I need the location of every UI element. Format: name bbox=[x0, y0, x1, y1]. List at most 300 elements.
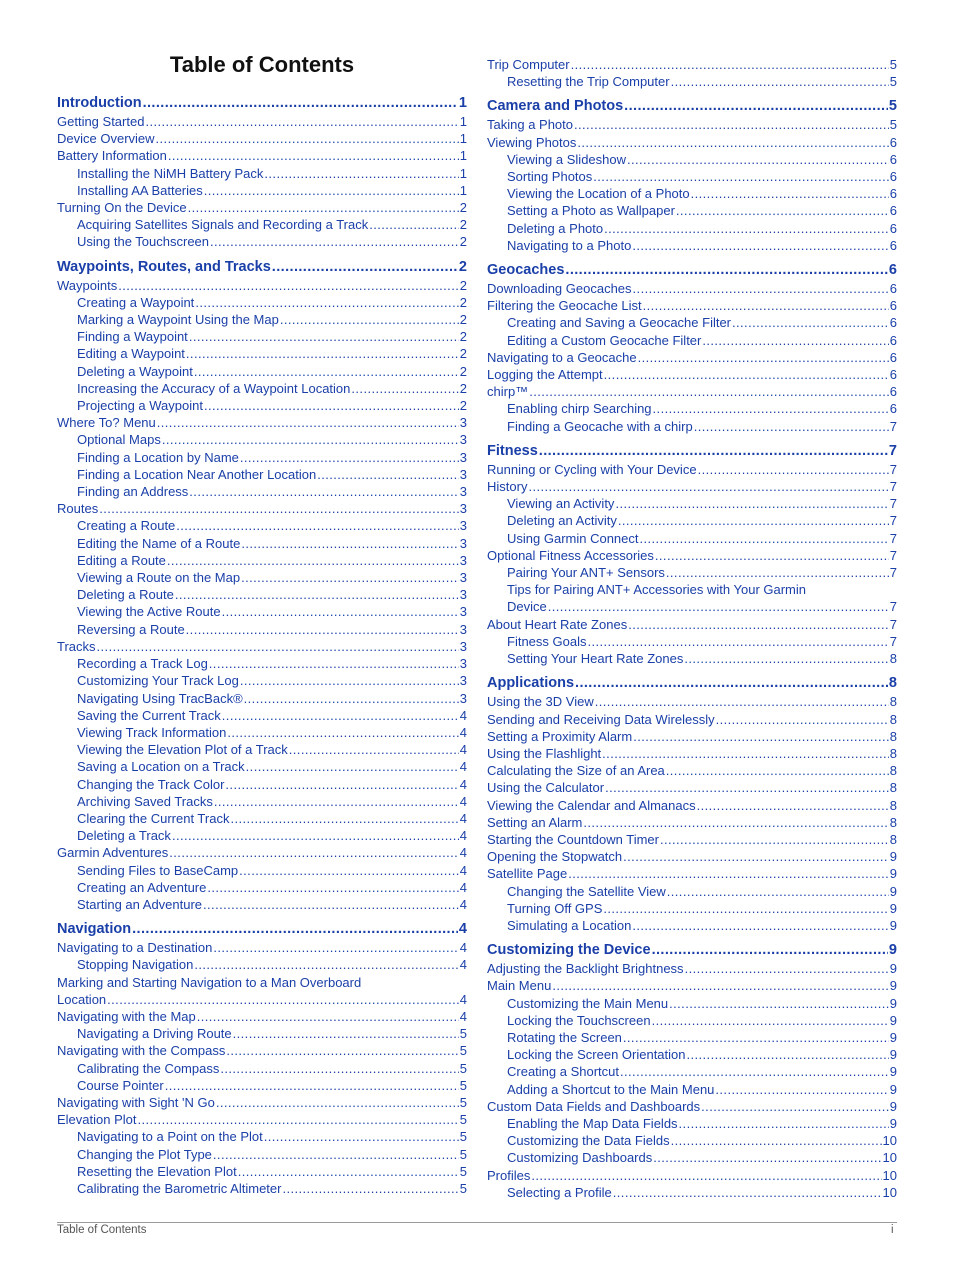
toc-page-number: 9 bbox=[889, 978, 897, 994]
toc-entry-title: Logging the Attempt bbox=[487, 367, 603, 383]
toc-page-number: 4 bbox=[459, 724, 467, 740]
toc-entry[interactable] bbox=[487, 797, 897, 814]
toc-entry-title: History bbox=[487, 479, 528, 495]
toc-leader-dots bbox=[194, 363, 459, 380]
toc-entry[interactable] bbox=[57, 517, 467, 534]
toc-entry-title: Using the Touchscreen bbox=[77, 234, 210, 250]
toc-entry[interactable] bbox=[487, 349, 897, 366]
toc-entry[interactable] bbox=[487, 598, 897, 615]
toc-entry[interactable] bbox=[487, 530, 897, 547]
toc-page-number: 5 bbox=[459, 1112, 467, 1128]
toc-entry[interactable] bbox=[487, 1081, 897, 1098]
toc-page-number: 4 bbox=[459, 759, 467, 775]
toc-page-number: 3 bbox=[459, 638, 467, 654]
toc-entry[interactable] bbox=[487, 1098, 897, 1115]
toc-entry[interactable] bbox=[487, 1149, 897, 1166]
toc-page-number: 9 bbox=[889, 1115, 897, 1131]
toc-entry-title: Using Garmin Connect bbox=[507, 530, 639, 546]
toc-entry[interactable] bbox=[487, 237, 897, 254]
toc-entry[interactable] bbox=[57, 552, 467, 569]
toc-entry[interactable] bbox=[57, 776, 467, 793]
toc-entry[interactable] bbox=[57, 199, 467, 216]
toc-entry[interactable] bbox=[57, 113, 467, 130]
toc-leader-dots bbox=[222, 707, 459, 724]
toc-entry-title: Customizing Your Track Log bbox=[77, 673, 239, 689]
toc-entry-title: Saving a Location on a Track bbox=[77, 759, 245, 775]
toc-page-number: 4 bbox=[459, 810, 467, 826]
toc-leader-dots bbox=[176, 517, 458, 534]
toc-leader-dots bbox=[213, 1146, 459, 1163]
toc-page-number: 8 bbox=[889, 763, 897, 779]
toc-entry[interactable] bbox=[487, 383, 897, 400]
toc-entry[interactable] bbox=[487, 564, 897, 581]
toc-page-number: 7 bbox=[889, 418, 897, 434]
toc-entry[interactable] bbox=[57, 862, 467, 879]
toc-entry-title: Adding a Shortcut to the Main Menu bbox=[507, 1081, 715, 1097]
toc-entry[interactable] bbox=[57, 466, 467, 483]
toc-entry-title: Finding a Location Near Another Location bbox=[77, 466, 317, 482]
toc-leader-dots bbox=[640, 530, 889, 547]
toc-leader-dots bbox=[107, 991, 459, 1008]
toc-entry[interactable] bbox=[487, 728, 897, 745]
toc-section-entry[interactable] bbox=[487, 441, 897, 461]
toc-leader-dots bbox=[186, 345, 459, 362]
toc-entry[interactable] bbox=[57, 844, 467, 861]
footer-section-name: Table of Contents bbox=[57, 1224, 147, 1236]
toc-page-number: 3 bbox=[459, 466, 467, 482]
toc-page-number: 8 bbox=[889, 745, 897, 761]
toc-entry[interactable] bbox=[57, 535, 467, 552]
toc-entry[interactable] bbox=[487, 848, 897, 865]
toc-entry[interactable] bbox=[57, 1060, 467, 1077]
toc-page-number: 4 bbox=[458, 921, 467, 938]
toc-entry[interactable] bbox=[57, 793, 467, 810]
toc-entry-title: Main Menu bbox=[487, 978, 552, 994]
toc-entry[interactable] bbox=[487, 616, 897, 633]
toc-entry[interactable] bbox=[487, 711, 897, 728]
toc-leader-dots bbox=[282, 1180, 458, 1197]
toc-entry[interactable] bbox=[487, 900, 897, 917]
toc-entry[interactable] bbox=[487, 779, 897, 796]
toc-page-number: 1 bbox=[459, 165, 467, 181]
toc-entry[interactable] bbox=[487, 418, 897, 435]
toc-entry[interactable] bbox=[57, 1163, 467, 1180]
toc-leader-dots bbox=[669, 995, 889, 1012]
toc-page-number: 7 bbox=[889, 565, 897, 581]
toc-entry[interactable] bbox=[487, 1132, 897, 1149]
toc-entry[interactable] bbox=[487, 650, 897, 667]
toc-entry[interactable] bbox=[57, 414, 467, 431]
toc-leader-dots bbox=[604, 366, 889, 383]
toc-entry[interactable] bbox=[57, 939, 467, 956]
toc-entry-title: Viewing the Calendar and Almanacs bbox=[487, 797, 696, 813]
toc-page-number: 6 bbox=[889, 367, 897, 383]
toc-entry[interactable] bbox=[487, 1167, 897, 1184]
toc-leader-dots bbox=[351, 380, 458, 397]
toc-page-number: 9 bbox=[889, 1012, 897, 1028]
toc-entry[interactable] bbox=[57, 991, 467, 1008]
toc-entry-title: Tips for Pairing ANT+ Accessories with Your Garmin bbox=[507, 582, 806, 598]
toc-entry[interactable] bbox=[57, 500, 467, 517]
toc-entry-title: Opening the Stopwatch bbox=[487, 849, 623, 865]
toc-section-entry[interactable] bbox=[57, 93, 467, 113]
toc-entry[interactable] bbox=[57, 724, 467, 741]
toc-entry[interactable] bbox=[57, 603, 467, 620]
toc-page-number: 3 bbox=[459, 621, 467, 637]
toc-page-number: 5 bbox=[889, 74, 897, 90]
toc-entry[interactable] bbox=[487, 495, 897, 512]
toc-entry[interactable] bbox=[487, 917, 897, 934]
toc-page-number: 4 bbox=[459, 957, 467, 973]
toc-entry[interactable] bbox=[57, 233, 467, 250]
toc-page-number: 10 bbox=[882, 1133, 897, 1149]
toc-leader-dots bbox=[169, 844, 458, 861]
toc-entry[interactable] bbox=[57, 363, 467, 380]
toc-entry[interactable] bbox=[57, 707, 467, 724]
toc-entry[interactable] bbox=[57, 165, 467, 182]
toc-entry[interactable] bbox=[487, 168, 897, 185]
toc-entry[interactable] bbox=[487, 865, 897, 882]
toc-entry[interactable] bbox=[487, 280, 897, 297]
toc-entry-title: Navigation bbox=[57, 921, 132, 938]
toc-entry[interactable] bbox=[487, 831, 897, 848]
toc-entry[interactable] bbox=[57, 638, 467, 655]
toc-page-number: 6 bbox=[889, 237, 897, 253]
toc-entry-title: Editing the Name of a Route bbox=[77, 535, 241, 551]
toc-entry[interactable] bbox=[57, 569, 467, 586]
toc-entry-title: Device bbox=[507, 599, 547, 615]
toc-entry[interactable] bbox=[57, 690, 467, 707]
toc-entry-title: Where To? Menu bbox=[57, 415, 156, 431]
toc-leader-dots bbox=[732, 314, 889, 331]
toc-entry[interactable] bbox=[57, 879, 467, 896]
toc-entry[interactable] bbox=[487, 297, 897, 314]
toc-entry[interactable] bbox=[57, 1042, 467, 1059]
toc-entry[interactable] bbox=[487, 478, 897, 495]
toc-entry[interactable] bbox=[57, 1111, 467, 1128]
footer-page-number: i bbox=[891, 1224, 894, 1236]
toc-page-number: 5 bbox=[459, 1146, 467, 1162]
toc-page-number: 9 bbox=[889, 900, 897, 916]
toc-leader-dots bbox=[210, 233, 459, 250]
toc-entry-title: Optional Fitness Accessories bbox=[487, 547, 654, 563]
toc-page-number: 8 bbox=[889, 711, 897, 727]
toc-entry[interactable] bbox=[57, 147, 467, 164]
toc-leader-dots bbox=[587, 633, 888, 650]
toc-page-number: 4 bbox=[459, 707, 467, 723]
toc-leader-dots bbox=[638, 349, 889, 366]
toc-entry-title: Using the Calculator bbox=[487, 780, 605, 796]
toc-leader-dots bbox=[715, 1081, 888, 1098]
toc-leader-dots bbox=[220, 1060, 458, 1077]
toc-page-number: 7 bbox=[889, 479, 897, 495]
toc-entry-title: Creating an Adventure bbox=[77, 879, 207, 895]
toc-entry[interactable] bbox=[487, 151, 897, 168]
toc-section-entry[interactable] bbox=[487, 260, 897, 280]
toc-entry[interactable] bbox=[57, 277, 467, 294]
toc-page-number: 8 bbox=[889, 831, 897, 847]
toc-page-number: 9 bbox=[889, 1081, 897, 1097]
toc-entry-title: Finding a Geocache with a chirp bbox=[507, 418, 693, 434]
toc-entry-title: Location bbox=[57, 991, 107, 1007]
toc-leader-dots bbox=[593, 168, 888, 185]
toc-leader-dots bbox=[162, 431, 459, 448]
toc-entry[interactable] bbox=[487, 977, 897, 994]
toc-entry[interactable] bbox=[57, 1025, 467, 1042]
toc-leader-dots bbox=[145, 113, 458, 130]
toc-page-number: 2 bbox=[459, 380, 467, 396]
toc-entry-title: Locking the Touchscreen bbox=[507, 1012, 651, 1028]
toc-leader-dots bbox=[172, 827, 459, 844]
toc-page-number: 8 bbox=[889, 797, 897, 813]
toc-entry[interactable] bbox=[57, 130, 467, 147]
toc-entry[interactable] bbox=[57, 311, 467, 328]
toc-leader-dots bbox=[574, 116, 889, 133]
toc-entry[interactable] bbox=[487, 134, 897, 151]
toc-entry-title: Sorting Photos bbox=[507, 169, 593, 185]
toc-entry[interactable] bbox=[487, 547, 897, 564]
toc-leader-dots bbox=[618, 512, 889, 529]
toc-entry-title: Customizing the Device bbox=[487, 942, 651, 959]
toc-leader-dots bbox=[691, 185, 889, 202]
toc-entry-title: Sending and Receiving Data Wirelessly bbox=[487, 711, 715, 727]
toc-leader-dots bbox=[317, 466, 459, 483]
toc-entry[interactable] bbox=[487, 1063, 897, 1080]
toc-entry[interactable] bbox=[57, 1008, 467, 1025]
toc-leader-dots bbox=[97, 638, 459, 655]
toc-page-number: 9 bbox=[889, 961, 897, 977]
toc-leader-dots bbox=[188, 199, 459, 216]
toc-entry-title: Increasing the Accuracy of a Waypoint Location bbox=[77, 380, 351, 396]
toc-page-number: 7 bbox=[889, 461, 897, 477]
toc-entry-title: Navigating with the Map bbox=[57, 1008, 196, 1024]
toc-entry[interactable] bbox=[487, 581, 897, 598]
toc-leader-dots bbox=[701, 1098, 889, 1115]
toc-entry[interactable] bbox=[487, 400, 897, 417]
toc-leader-dots bbox=[264, 165, 458, 182]
toc-entry[interactable] bbox=[57, 896, 467, 913]
toc-entry[interactable] bbox=[57, 672, 467, 689]
toc-entry[interactable] bbox=[57, 380, 467, 397]
toc-entry-title: Deleting an Activity bbox=[507, 513, 617, 529]
toc-page-number: 1 bbox=[459, 148, 467, 164]
toc-entry-title: Customizing Dashboards bbox=[507, 1150, 653, 1166]
toc-leader-dots bbox=[99, 500, 459, 517]
toc-page-number: 4 bbox=[459, 742, 467, 758]
toc-entry-title: Waypoints, Routes, and Tracks bbox=[57, 258, 271, 275]
toc-entry[interactable] bbox=[57, 741, 467, 758]
toc-entry[interactable] bbox=[487, 461, 897, 478]
toc-page-number: 1 bbox=[459, 182, 467, 198]
toc-page-number: 7 bbox=[889, 547, 897, 563]
toc-leader-dots bbox=[189, 483, 458, 500]
toc-page-number: 3 bbox=[459, 535, 467, 551]
toc-entry-title: Device Overview bbox=[57, 131, 155, 147]
toc-entry[interactable] bbox=[57, 956, 467, 973]
toc-entry-title: Waypoints bbox=[57, 277, 118, 293]
toc-entry[interactable] bbox=[487, 960, 897, 977]
toc-leader-dots bbox=[633, 280, 889, 297]
toc-entry[interactable] bbox=[487, 883, 897, 900]
toc-entry[interactable] bbox=[57, 758, 467, 775]
toc-section-entry[interactable] bbox=[487, 673, 897, 693]
toc-entry[interactable] bbox=[487, 633, 897, 650]
toc-entry[interactable] bbox=[487, 1046, 897, 1063]
toc-entry[interactable] bbox=[57, 216, 467, 233]
toc-entry-title: Marking and Starting Navigation to a Man Overboard bbox=[57, 974, 362, 990]
toc-page-number: 2 bbox=[459, 346, 467, 362]
toc-entry-title: Recording a Track Log bbox=[77, 656, 208, 672]
toc-entry[interactable] bbox=[57, 345, 467, 362]
toc-entry[interactable] bbox=[57, 397, 467, 414]
toc-entry[interactable] bbox=[57, 586, 467, 603]
toc-section-entry[interactable] bbox=[487, 940, 897, 960]
toc-leader-dots bbox=[186, 621, 459, 638]
toc-entry[interactable] bbox=[487, 745, 897, 762]
toc-entry[interactable] bbox=[57, 1146, 467, 1163]
toc-entry-title: Selecting a Profile bbox=[507, 1184, 612, 1200]
toc-left-column bbox=[57, 93, 467, 1197]
toc-entry[interactable] bbox=[487, 220, 897, 237]
toc-leader-dots bbox=[632, 237, 888, 254]
toc-entry[interactable] bbox=[57, 182, 467, 199]
toc-leader-dots bbox=[157, 414, 459, 431]
toc-leader-dots bbox=[698, 461, 889, 478]
toc-leader-dots bbox=[575, 673, 888, 693]
toc-entry[interactable] bbox=[57, 1180, 467, 1197]
toc-entry[interactable] bbox=[487, 693, 897, 710]
toc-entry[interactable] bbox=[487, 762, 897, 779]
toc-entry[interactable] bbox=[487, 1012, 897, 1029]
toc-leader-dots bbox=[628, 616, 889, 633]
toc-entry-title: Reversing a Route bbox=[77, 621, 185, 637]
toc-section-entry[interactable] bbox=[487, 96, 897, 116]
toc-entry[interactable] bbox=[487, 185, 897, 202]
toc-entry[interactable] bbox=[487, 314, 897, 331]
toc-entry-title: Editing a Custom Geocache Filter bbox=[507, 332, 702, 348]
toc-leader-dots bbox=[165, 1077, 459, 1094]
toc-entry[interactable] bbox=[57, 431, 467, 448]
toc-page-number: 1 bbox=[459, 114, 467, 129]
toc-entry[interactable] bbox=[57, 1128, 467, 1145]
toc-page-number: 6 bbox=[889, 384, 897, 400]
toc-entry[interactable] bbox=[487, 116, 897, 133]
toc-page-number: 8 bbox=[889, 814, 897, 830]
toc-leader-dots bbox=[195, 294, 458, 311]
toc-leader-dots bbox=[671, 1132, 882, 1149]
toc-leader-dots bbox=[241, 535, 458, 552]
toc-entry[interactable] bbox=[57, 483, 467, 500]
toc-entry-title: Adjusting the Backlight Brightness bbox=[487, 961, 684, 977]
toc-page-number: 3 bbox=[459, 587, 467, 603]
toc-entry-title: Navigating to a Photo bbox=[507, 237, 632, 253]
toc-entry-title: Archiving Saved Tracks bbox=[77, 793, 213, 809]
toc-page-number: 9 bbox=[889, 883, 897, 899]
toc-entry[interactable] bbox=[57, 810, 467, 827]
toc-page-number: 9 bbox=[889, 1064, 897, 1080]
toc-page-number: 2 bbox=[459, 312, 467, 328]
toc-page-number: 6 bbox=[889, 186, 897, 202]
toc-entry-title: Viewing a Slideshow bbox=[507, 151, 626, 167]
toc-entry-title: Turning Off GPS bbox=[507, 900, 603, 916]
toc-entry[interactable] bbox=[487, 1029, 897, 1046]
toc-entry[interactable] bbox=[487, 332, 897, 349]
toc-entry-title: Acquiring Satellites Signals and Recording a Track bbox=[77, 217, 369, 233]
toc-entry-title: Calculating the Size of an Area bbox=[487, 763, 665, 779]
toc-entry[interactable] bbox=[487, 202, 897, 219]
toc-entry[interactable] bbox=[487, 1115, 897, 1132]
toc-entry-title: Viewing the Active Route bbox=[77, 604, 221, 620]
toc-entry[interactable] bbox=[487, 512, 897, 529]
toc-leader-dots bbox=[697, 797, 889, 814]
toc-leader-dots bbox=[528, 478, 888, 495]
toc-leader-dots bbox=[643, 297, 889, 314]
toc-page-number: 6 bbox=[889, 349, 897, 365]
toc-page-number: 5 bbox=[889, 117, 897, 133]
toc-entry[interactable] bbox=[57, 827, 467, 844]
toc-entry[interactable] bbox=[487, 1184, 897, 1201]
toc-page-number: 2 bbox=[459, 363, 467, 379]
toc-entry-title: Marking a Waypoint Using the Map bbox=[77, 312, 279, 328]
toc-entry[interactable] bbox=[57, 974, 467, 991]
toc-section-entry[interactable] bbox=[57, 919, 467, 939]
toc-leader-dots bbox=[655, 547, 889, 564]
toc-entry[interactable] bbox=[487, 366, 897, 383]
toc-page-number: 2 bbox=[458, 258, 467, 275]
toc-leader-dots bbox=[552, 977, 888, 994]
toc-page-number: 1 bbox=[458, 95, 467, 111]
toc-page-number: 4 bbox=[459, 991, 467, 1007]
toc-entry[interactable] bbox=[487, 56, 897, 73]
toc-entry-title: Finding a Location by Name bbox=[77, 449, 239, 465]
toc-entry[interactable] bbox=[57, 1094, 467, 1111]
toc-page-number: 3 bbox=[459, 673, 467, 689]
toc-entry[interactable] bbox=[487, 73, 897, 90]
toc-entry[interactable] bbox=[57, 449, 467, 466]
toc-page-number: 4 bbox=[459, 793, 467, 809]
toc-entry[interactable] bbox=[57, 655, 467, 672]
toc-leader-dots bbox=[529, 383, 889, 400]
toc-leader-dots bbox=[194, 956, 458, 973]
toc-entry-title: Resetting the Elevation Plot bbox=[77, 1163, 237, 1179]
toc-entry-title: Downloading Geocaches bbox=[487, 281, 632, 297]
toc-leader-dots bbox=[213, 939, 458, 956]
toc-entry-title: Enabling chirp Searching bbox=[507, 401, 652, 417]
toc-leader-dots bbox=[667, 883, 889, 900]
toc-entry[interactable] bbox=[487, 995, 897, 1012]
toc-entry-title: Getting Started bbox=[57, 114, 145, 129]
toc-page-number: 5 bbox=[459, 1094, 467, 1110]
toc-leader-dots bbox=[264, 1128, 459, 1145]
toc-leader-dots bbox=[369, 216, 459, 233]
toc-entry[interactable] bbox=[57, 328, 467, 345]
toc-entry[interactable] bbox=[487, 814, 897, 831]
toc-entry[interactable] bbox=[57, 1077, 467, 1094]
toc-leader-dots bbox=[240, 672, 459, 689]
toc-leader-dots bbox=[694, 418, 889, 435]
toc-entry-title: Creating and Saving a Geocache Filter bbox=[507, 315, 732, 331]
toc-page-number: 5 bbox=[889, 57, 897, 72]
toc-entry-title: Calibrating the Compass bbox=[77, 1060, 220, 1076]
toc-entry-title: Custom Data Fields and Dashboards bbox=[487, 1098, 701, 1114]
toc-leader-dots bbox=[716, 711, 889, 728]
toc-entry-title: Resetting the Trip Computer bbox=[507, 74, 670, 90]
toc-entry-title: Tracks bbox=[57, 638, 96, 654]
toc-section-entry[interactable] bbox=[57, 257, 467, 277]
toc-entry[interactable] bbox=[57, 294, 467, 311]
toc-entry[interactable] bbox=[57, 621, 467, 638]
toc-entry-title: Calibrating the Barometric Altimeter bbox=[77, 1180, 282, 1196]
